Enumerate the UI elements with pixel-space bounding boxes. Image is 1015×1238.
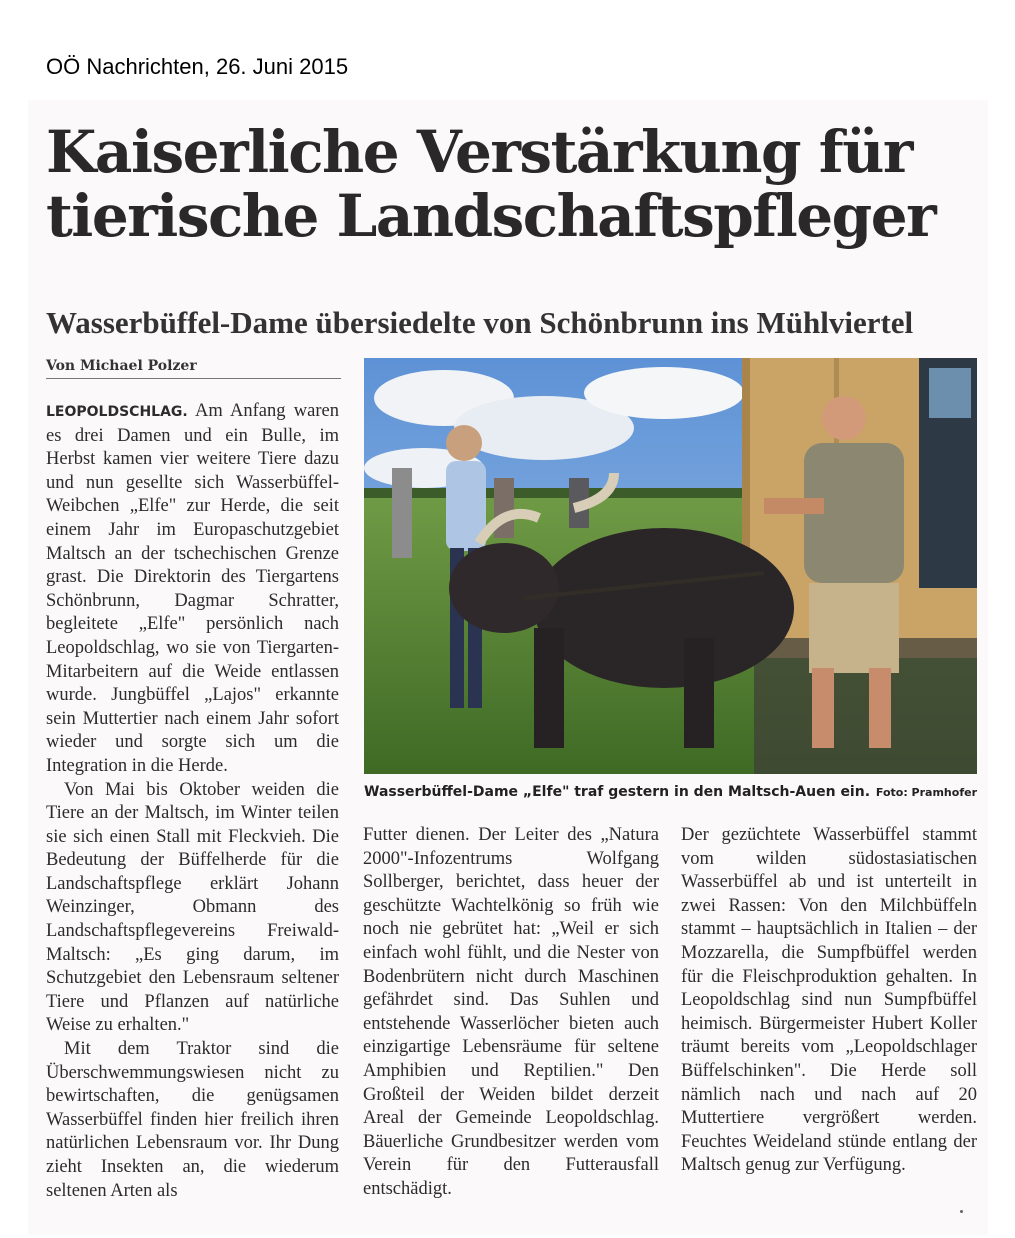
article-column-3 [681, 824, 977, 1178]
photo-caption [364, 784, 977, 800]
photo-credit: Foto: Pramhofer [875, 786, 977, 799]
dateline: LEOPOLDSCHLAG. [46, 404, 188, 420]
buffalo-photo-illustration [364, 358, 977, 774]
source-line: OÖ Nachrichten, 26. Juni 2015 [46, 54, 349, 79]
print-speck [960, 1210, 963, 1213]
headline: Kaiserliche Verstärkung für tierische Landschaftspfleger [46, 118, 936, 250]
caption-text: Wasserbüffel-Dame „Elfe" traf gestern in den Maltsch-Auen ein. [364, 784, 871, 800]
column-2-text: Futter dienen. Der Leiter des „Natura 2000"-Infozentrums Wolfgang Sollberger, berichtet, dass heuer der geschützte Wachtelkönig so früh wie noch nie gebrütet hat: „Weil er sich einfach wohl fühlt, und die Nester von Bodenbrütern nicht durch Maschinen gefährdet sind. Das Suhlen und entstehende Wasserlöcher bieten auch einzigartige Lebensräume für seltene Amphibien und Reptilien." Den Großteil der Weiden bildet derzeit Areal der Gemeinde Leopoldschlag. Bäuerliche Grundbesitzer werden vom Verein für den Futterausfall entschädigt. [363, 825, 659, 1199]
byline: Von Michael Polzer [46, 358, 341, 379]
article-photo [364, 358, 977, 774]
column-3-text: Der gezüchtete Wasserbüffel stammt vom wilden südostasiatischen Wasserbüffel ab und ist unterteilt in zwei Rassen: Von den Milchbüffeln stammt – hauptsächlich in Italien – der Mozzarella, die Sumpfbüffel werden für die Fleischproduktion gehalten. In Leopoldschlag sind nun Sumpfbüffel heimisch. Bürgermeister Hubert Koller träumt bereits vom „Leopoldschlager Büffelschinken". Die Herde soll nämlich nach und nach auf 20 Muttertiere vergrößert werden. Feuchtes Weideland stünde entlang der Maltsch genug zur Verfügung. [681, 825, 977, 1176]
paragraph-3-start: Mit dem Traktor sind die Überschwemmungswiesen nicht zu bewirtschaften, die genügsamen Wasserbüffel finden hier freilich ihren natürlichen Lebensraum vor. Ihr Dung zieht Insekten an, die wiederum seltenen Arten als [46, 1039, 339, 1201]
paragraph-2: Von Mai bis Oktober weiden die Tiere an der Maltsch, im Winter teilen sie sich einen Stall mit Fleckvieh. Die Bedeutung der Büffelherde für die Landschaftspflege erklärt Johann Weinzinger, Obmann des Landschaftspflegevereins Freiwald-Maltsch: „Es ging darum, im Schutzgebiet den Lebensraum seltener Tiere und Pflanzen auf natürliche Weise zu erhalten." [46, 779, 339, 1036]
paragraph-1-text: Am Anfang waren es drei Damen und ein Bulle, im Herbst kamen vier weitere Tiere dazu und nun gesellte sich Wasserbüffel-Weibchen „Elfe" zur Herde, die seit einem Jahr im Europaschutzgebiet Maltsch an der tschechischen Grenze grast. Die Direktorin des Tiergartens Schönbrunn, Dagmar Schratter, begleitete „Elfe" persönlich nach Leopoldschlag, wo sie von Tiergarten-Mitarbeitern auf die Weide entlassen wurde. Jungbüffel „Lajos" erkannte sein Muttertier nach einem Jahr sofort wieder und sorgte sich um die Integration in die Herde. [46, 401, 340, 776]
article-column-2 [363, 824, 659, 1202]
article-column-1 [46, 400, 339, 1203]
paragraph-1 [46, 400, 339, 779]
subheadline: Wasserbüffel-Dame übersiedelte von Schönbrunn ins Mühlviertel [46, 305, 914, 340]
